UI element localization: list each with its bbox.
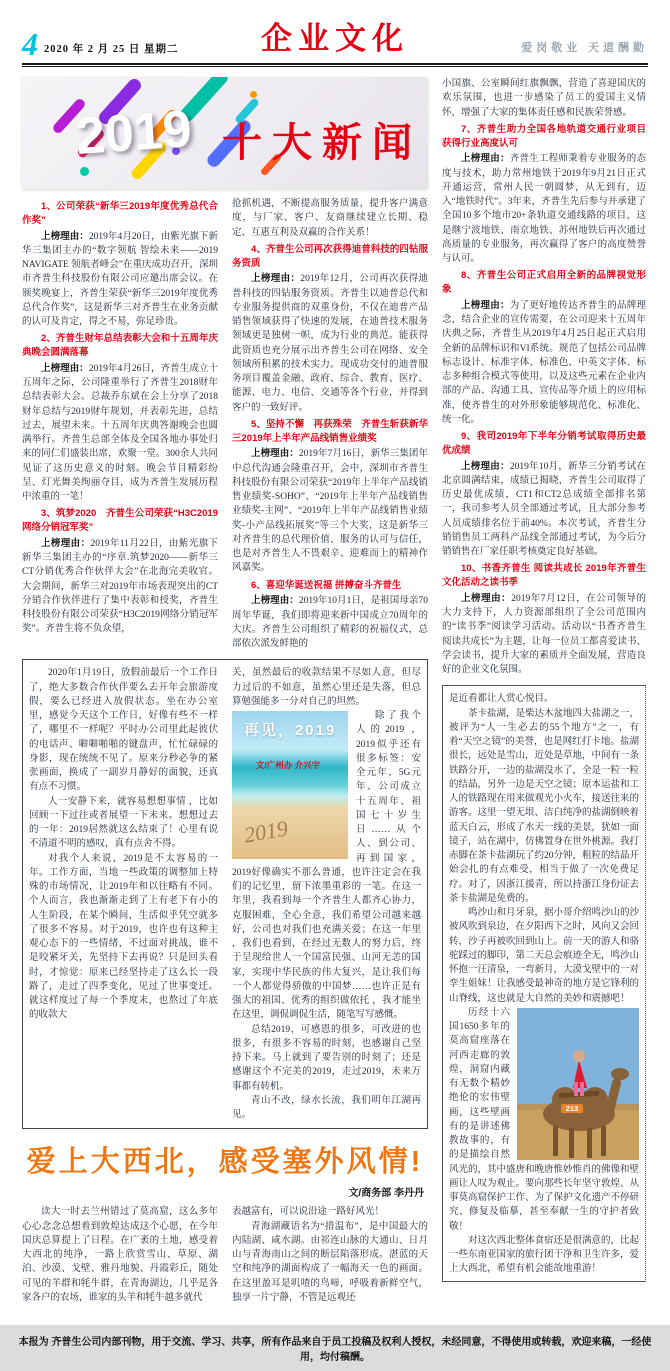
essay-paragraph: 除了我个人的2019 ，2019似乎还有很多标签：安全元年、5G元年、公司成立十五周年、祖国七十岁生日……从个人、到公司、再到国家，2019好像确实不那么普通，也许注定会在我们的记忆里，留下浓墨重彩的一笔。在这一年里，我看到每一个齐普生人都齐心协力，克服困难，全心全意，我们希望公司越来越好，公司也对我们也充满关爱；在这一年里 ，我们也看到，在经过无数人的努力后，终于呈现给世人一个国富民强、山河无恙的国家，实现中华民族的伟大复兴，是让我们每一个人都觉得骄傲的中国梦……也许正是有强大的祖国、优秀的组织做依托 ，我才能坐在这里，调侃调侃生活，随笔写写感慨。 xyxy=(232,711,421,1021)
news-item xyxy=(232,197,428,240)
news-item-text: 2019年4月20日，由紫光旗下新华三集团主办的“数字领航 智绘未来——2019 NAVIGATE 领航者峰会”在重庆成功召开，深圳市齐普生科技股份有限公司应邀出席会议。在颁奖晚宴上，齐普生荣获“新华三2019年度优秀总代合作奖”，这是新华三对齐普生在业务贡献的认可及肯定，得之不易，弥足珍贵。 xyxy=(22,231,218,328)
camel-photo-illustration xyxy=(517,1008,639,1160)
news-item-text: 2019年12月，公司再次获得迪普科技的四钻服务资质。齐普生以迪普总代和专业服务提供商的双重身份，不仅在迪普产品销售领域获得了快速的发展，在迪普技术服务领域更是独树一帜，成为行业的典范。能获得此资质也充分展示出齐普生公司在网络、安全领域所积累的技术实力。现成功交付的迪普服务项目覆盖金融、政府、综合、教育、医疗、能源、电力、电信、交通等各个行业，并得到客户的一致好评。 xyxy=(232,274,428,413)
news-item-lead: 上榜理由： xyxy=(251,273,301,285)
page-number: 4 xyxy=(22,26,38,62)
news-item-text: 7、齐普生助力全国各地轨道交通行业项目 获得行业高度认可 xyxy=(442,123,656,149)
news-item-text: 2019年7月16日，新华三集团年中总代沟通会隆重召开，会中，深圳市齐普生科技股份有限公司荣获“2019年上半年产品线销售业绩奖-SOHO”、“2019年上半年产品线销售业绩奖-主网”、“2019年上半年产品线销售业绩奖-小产品线拓展奖”等三个大奖，这是新华三对齐普生的总代理价值、服务的认可与信任，也是对齐普生人不畏艰辛、迎难而上的精神作风嘉奖。 xyxy=(232,449,428,574)
essay-column-1 xyxy=(29,666,218,1122)
beach-photo xyxy=(232,711,348,859)
masthead-rule xyxy=(22,63,648,67)
news-column-1 xyxy=(22,197,218,651)
essay-paragraph: 关，虽然最后的收款结果不尽如人意，但尽力过后的不如意，虽然心里还是失落，但总算勉强能多一分对自己的坦然。 xyxy=(232,668,421,707)
news-item-lead: 上榜理由： xyxy=(461,592,512,604)
news-item xyxy=(442,430,646,458)
news-item-lead: 上榜理由： xyxy=(41,362,89,374)
news-item-lead: 上榜理由： xyxy=(461,153,510,165)
news-item xyxy=(232,594,428,651)
camel-number-tag: 213 xyxy=(561,1104,583,1113)
news-item xyxy=(232,418,428,446)
page-title: 企业文化 xyxy=(261,21,409,56)
banner-year: 2019 xyxy=(74,100,194,166)
essay-byline: 文/广州办 介兴宇 xyxy=(255,760,321,771)
issue-date: 2020 年 2 月 25 日 星期二 xyxy=(44,44,179,55)
beach-photo-title: 再见，2019 xyxy=(243,722,337,740)
news-item xyxy=(22,230,218,330)
news-item xyxy=(232,272,428,415)
masthead xyxy=(22,14,648,60)
page-footer xyxy=(0,1325,670,1371)
news-item xyxy=(442,152,646,266)
news-item-text: 5、坚持不懈 再获殊荣 齐普生斩获新华三2019年上半年产品线销售业绩奖 xyxy=(232,418,428,444)
travel-paragraph: 是近看都让人赏心悦目。 xyxy=(449,694,554,705)
news-item xyxy=(442,299,646,427)
confetti-decoration xyxy=(249,90,259,100)
essay-paragraph: 青山不改，绿水长流，我们明年江湖再见。 xyxy=(232,1095,421,1121)
news-item-lead: 上榜理由： xyxy=(461,299,510,311)
travel-paragraph: 表越富有，可以说沿途一路好风光！ xyxy=(232,1207,385,1218)
news-item-lead: 上榜理由： xyxy=(251,595,299,607)
news-item xyxy=(22,200,218,228)
news-item-text: 9、我司2019年下半年分销考试取得历史最优成绩 xyxy=(442,431,646,456)
news-item-text: 2019年4月26日，齐普生成立十五周年之际，公司隆重举行了齐普生2018财年总结表彰大会。总裁乔东斌在会上分享了2018财年总结与2019财年规划，并表彰先进，总结过去，展望未来。十五周年庆典答谢晚会也圆满举行。齐普生总部全体及全国各地办事处归来的同仁们盛装出席，欢聚一堂。300余人共同见证了这历史意义的时刻。晚会节目精彩纷呈、灯光舞美绚丽夺目，成为齐普生发展历程中浓重的一笔！ xyxy=(22,363,218,503)
travel-paragraph: 历经十六国1650多年的莫高窟座落在河西走廊的敦煌，洞窟内藏有无数个精妙绝伦的宏伟壁画，这些壁画有的是讲述佛教故事的，有的是描绘自然风光的，其中盛唐和晚唐惟妙惟肖的佛像和壁画让人叹为观止。要向那些长年坚守敦煌、从事莫高窟保护工作、为了保护文化遗产不停研究、修复及临摹，甚至奉献一生的守护者致敬！ xyxy=(449,1007,640,1232)
news-column-3 xyxy=(442,77,656,677)
news-item-text: 小国旗、公室瞬间红旗飘飘，营造了喜迎国庆的欢乐氛围，也进一步感染了员工的爱国主义情怀，增强了大家的集体责任感和民族荣誉感。 xyxy=(442,79,646,118)
travel-column-c-top xyxy=(449,692,639,1006)
news-item-text: 2019年10月，新华三分销考试在北京圆满结束，成绩已揭晓，齐普生公司取得了历史最优成绩，CT1和CT2总成绩全部排名第一，我司参考人员全部通过考试，且大部分参考人员成绩排名位于前40%。本次考试，齐普生分销销售员工两科产品线全部通过考试，为今后分销销售在厂家任职考核奠定良好基础。 xyxy=(442,461,646,558)
news-item xyxy=(232,447,428,575)
news-item xyxy=(442,77,646,120)
news-item-text: 抢抓机遇，不断提高服务质量，提升客户满意度，与厂家、客户、友商继续建立长期、稳定、互惠互利及双赢的合作关系！ xyxy=(232,199,428,238)
news-item xyxy=(22,507,218,535)
travel-paragraph: 鸣沙山和月牙泉，据小哥介绍鸣沙山的沙被风吹到泉边，在夕阳西下之时，风向又会回转，沙子再被吹回到山上。前一天的游人和骆驼踩过的脚印，第二天总会痕迹全无，鸣沙山怀抱一汪清泉，一弯新月，大漠戈壁中的一对孪生姐妹！让我感受最神奇的地方是它锋利的山脊线，这也就是大自然的美妙和震撼吧！ xyxy=(449,908,640,1004)
page-body xyxy=(22,77,656,1315)
travel-column-b xyxy=(232,1205,428,1305)
news-item xyxy=(22,332,218,360)
footer-disclaimer: 本报为 齐普生公司内部刊物，用于交流、学习、共享，所有作品来自于员工投稿及权利人授权，未经同意，不得使用或转载，欢迎来稿，一经使用，均付稿酬。 xyxy=(18,1337,652,1364)
news-item xyxy=(442,123,656,151)
news-item-text: 10、书香齐普生 阅读共成长 2019年齐普生文化活动之读书季 xyxy=(442,563,646,589)
news-column-2 xyxy=(232,197,428,651)
news-item-lead: 上榜理由： xyxy=(461,460,510,472)
essay-box xyxy=(22,659,428,1129)
left-zone xyxy=(22,77,428,1315)
news-item-text: 2019年11月22日，由紫光旗下新华三集团主办的“序章.筑梦2020——新华三CT分销优秀合作伙伴大会”在北海完美收官。大会期间，新华三对2019年市场表现突出的CT分销合作伙伴进行了集中表彰和授奖，齐普生科技股份有限公司荣获“H3C2019网络分销冠军奖”。齐普生将不负众望， xyxy=(22,538,218,635)
travel-column-a xyxy=(22,1205,218,1305)
news-item xyxy=(232,579,428,593)
news-item-text: 2019年10月1日，是祖国母亲70周年华诞，我们即将迎来新中国成立70周年的大庆。齐普生公司组织了精彩的祝福仪式，总部依次派发鲜艳的 xyxy=(232,596,428,650)
travel-article-header xyxy=(22,1139,428,1199)
news-item-text: 6、喜迎华诞送祝福 拼搏奋斗齐普生 xyxy=(251,579,402,591)
news-item-text: 1、公司荣获“新华三2019年度优秀总代合作奖” xyxy=(22,201,218,226)
news-item xyxy=(442,562,646,590)
banner-title: 十大新闻 xyxy=(222,121,422,165)
essay-paragraph: 对我个人来说，2019是不太容易的一年。工作方面，当地一些政策的调整加上特殊的市场情况，让2019年和以往略有不同。个人而言，我也渐渐走到了上有老下有小的人生阶段，在某个瞬间，生活似乎凭空就多了很多不容易。对于2019，也许也有这种主观心态下的一些情绪，不过面对挑战，谁不是咬紧牙关，先坚持下去再说？只是回头看时，才惊觉：原来已经坚持走了这么长一段路了，走过了四季变化，见过了世事变迁。就这样度过了每一个季度末，也熬过了年底的收款大 xyxy=(29,853,218,1021)
news-item xyxy=(442,269,646,297)
essay-paragraph: 总结2019，可感恩的很多，可改进的也很多，有很多不容易的时刻，也感谢自己坚持下来。马上就到了要告别的时刻了；还是感谢这个不完美的2019，走过2019，未来万事都有转机。 xyxy=(232,1024,421,1092)
news-item-lead: 上榜理由： xyxy=(251,448,299,460)
news-item-text: 3、筑梦2020 齐普生公司荣获“H3C2019网络分销冠军奖” xyxy=(22,508,218,534)
essay-paragraph: 2020年1月19日，放假前最后一个工作日了，绝大多数合作伙伴要么去开年会旅游度假，要么已经进入放假状态。坐在办公室里，感觉今天这个工作日，好像有些不一样了，哪里不一样呢？平时办公司里此起彼伏的电话声、噼噼啪啪的键盘声，忙忙碌碌的身影，现在统统不见了。原来分秒必争的紧张画面，换成了一副岁月静好的面貌，还真有点不习惯。 xyxy=(29,668,218,793)
camel-photo xyxy=(517,1008,639,1160)
news-item-text: 2、齐普生财年总结表彰大会和十五周年庆典晚会圆满落幕 xyxy=(22,333,218,359)
masthead-motto: 爱岗敬业 天道酬勤 xyxy=(521,42,648,54)
travel-text-columns xyxy=(22,1205,428,1315)
news-item-text: 2019年7月12日，在公司领导的大力支持下，人力资源部组织了全公司范围内的“读书季”阅读学习活动。活动以“书香齐普生 阅读共成长”为主题，让每一位员工都喜爱读书、学会读书，提升大家的素质并全面发展，营造良好的企业文化氛围。 xyxy=(442,593,646,676)
travel-paragraph: 对这次西北整体食宿还是很满意的，比起一些东南亚国家的旅行团干净和卫生许多，爱上大西北，希望有机会能故地重游！ xyxy=(449,1235,640,1275)
travel-column-c-box xyxy=(442,685,646,1281)
news-section xyxy=(22,197,428,651)
news-item-lead: 上榜理由： xyxy=(41,230,89,242)
beach-sand-writing: 2019 xyxy=(242,815,290,848)
essay-paragraph: 人一安静下来，就容易想想事情 ，比如回顾一下过往或者展望一下未来。想想过去的一年：2019居然就这么结束了！心里有说不清道不明的感叹，真有点舍不得。 xyxy=(29,796,218,850)
right-zone xyxy=(442,77,656,1315)
travel-paragraph: 青海湖藏语名为“措温布”，是中国最大的内陆湖、咸水湖。由祁连山脉的大通山、日月山与青海南山之间的断层陷落形成。湛蓝的天空和纯净的湖面构成了一幅海天一色的画面。在这里盈耳是叽喳的鸟啼，呼吸着新鲜空气，独享一片宁静，不管是远观还 xyxy=(232,1221,428,1303)
travel-byline: 文/商务部 李丹丹 xyxy=(348,1188,424,1200)
essay-column-2 xyxy=(232,666,421,1122)
travel-paragraph: 茶卡盐湖，是柴达木盆地四大盐湖之一，被评为“人一生必去的55个地方”之一，有着“天空之镜”的美誉，也是网红打卡地。盐湖很长，远处是雪山，近处是草地，中间有一条铁路分开，一边的盐湖没水了，全是一粒一粒的结晶，另外一边是天空之镜；原本运盐和工人的铁路现在用来做观光小火车，接送往来的游客。这里一望无垠、洁白纯净的盐湖倒映着蓝天白云，形成了水天一线的美景，犹如一面镜子，站在湖中，仿佛置身在世外桃源。我打赤脚在茶卡盐湖玩了约20分钟，粗粒的结晶开始会扎的有点难受，相当于做了一次免费足疗。对了，因浙江援青，所以持浙江身份证去茶卡盐湖是免费的。 xyxy=(449,708,640,904)
news-item xyxy=(22,537,218,637)
news-item-text: 4、齐普生公司再次获得迪普科技的四钻服务资质 xyxy=(232,243,428,269)
travel-headline: 爱上大西北，感受塞外风情! xyxy=(26,1146,424,1179)
news-item-text: 8、齐普生公司正式启用全新的品牌视觉形象 xyxy=(442,270,646,296)
news-item xyxy=(232,243,428,271)
news-item xyxy=(442,460,646,560)
news-item xyxy=(22,362,218,505)
news-item-text: 齐普生工程师秉着专业服务的态度与技术，助力常州地铁于2019年9月21日正式开通运营，常州人民一朝圆梦，从无到有，迈入“地铁时代”。3年来，齐普生先后参与并承建了全国10多个地市20+条轨道交通线路的项目，这是继宁波地铁、南京地铁、苏州地铁后再次通过高质量的专业服务，再次赢得了客户的高度赞誉与认可。 xyxy=(442,154,646,265)
confetti-decoration xyxy=(78,165,91,178)
news-item xyxy=(442,592,646,678)
travel-paragraph: 读大一时去兰州错过了莫高窟，这么多年心心念念总想着到敦煌达成这个心愿，在今年国庆总算提上了日程。在广袤的土地，感受着大西北的纯净，一路上欣赏雪山、草原、湖泊、沙漠、戈壁、雅丹地貌、丹霞彩丘，随处可见的羊群和牦牛群，在青海湖边，几乎是各家各户的农场，谁家的头羊和牦牛越多就代 xyxy=(22,1207,218,1303)
top-news-banner xyxy=(22,77,428,189)
essay-column-2-top xyxy=(232,666,421,709)
news-item-text: 为了更好地传达齐普生的品牌理念，结合企业的宣传需要，在公司迎来十五周年庆典之际，齐普生从2019年4月25日起正式启用全新的品牌标识和VI系统。规范了包括公司品牌标志设计、标准字体、标准色、中英文字体、标志多种组合模式等使用，以及这些元素在企业内部的产品、沟通工具、宣传品等介质上的应用标准，使齐普生的对外形象能够规范化、标准化、统一化。 xyxy=(442,300,646,425)
news-item-lead: 上榜理由： xyxy=(41,537,91,549)
